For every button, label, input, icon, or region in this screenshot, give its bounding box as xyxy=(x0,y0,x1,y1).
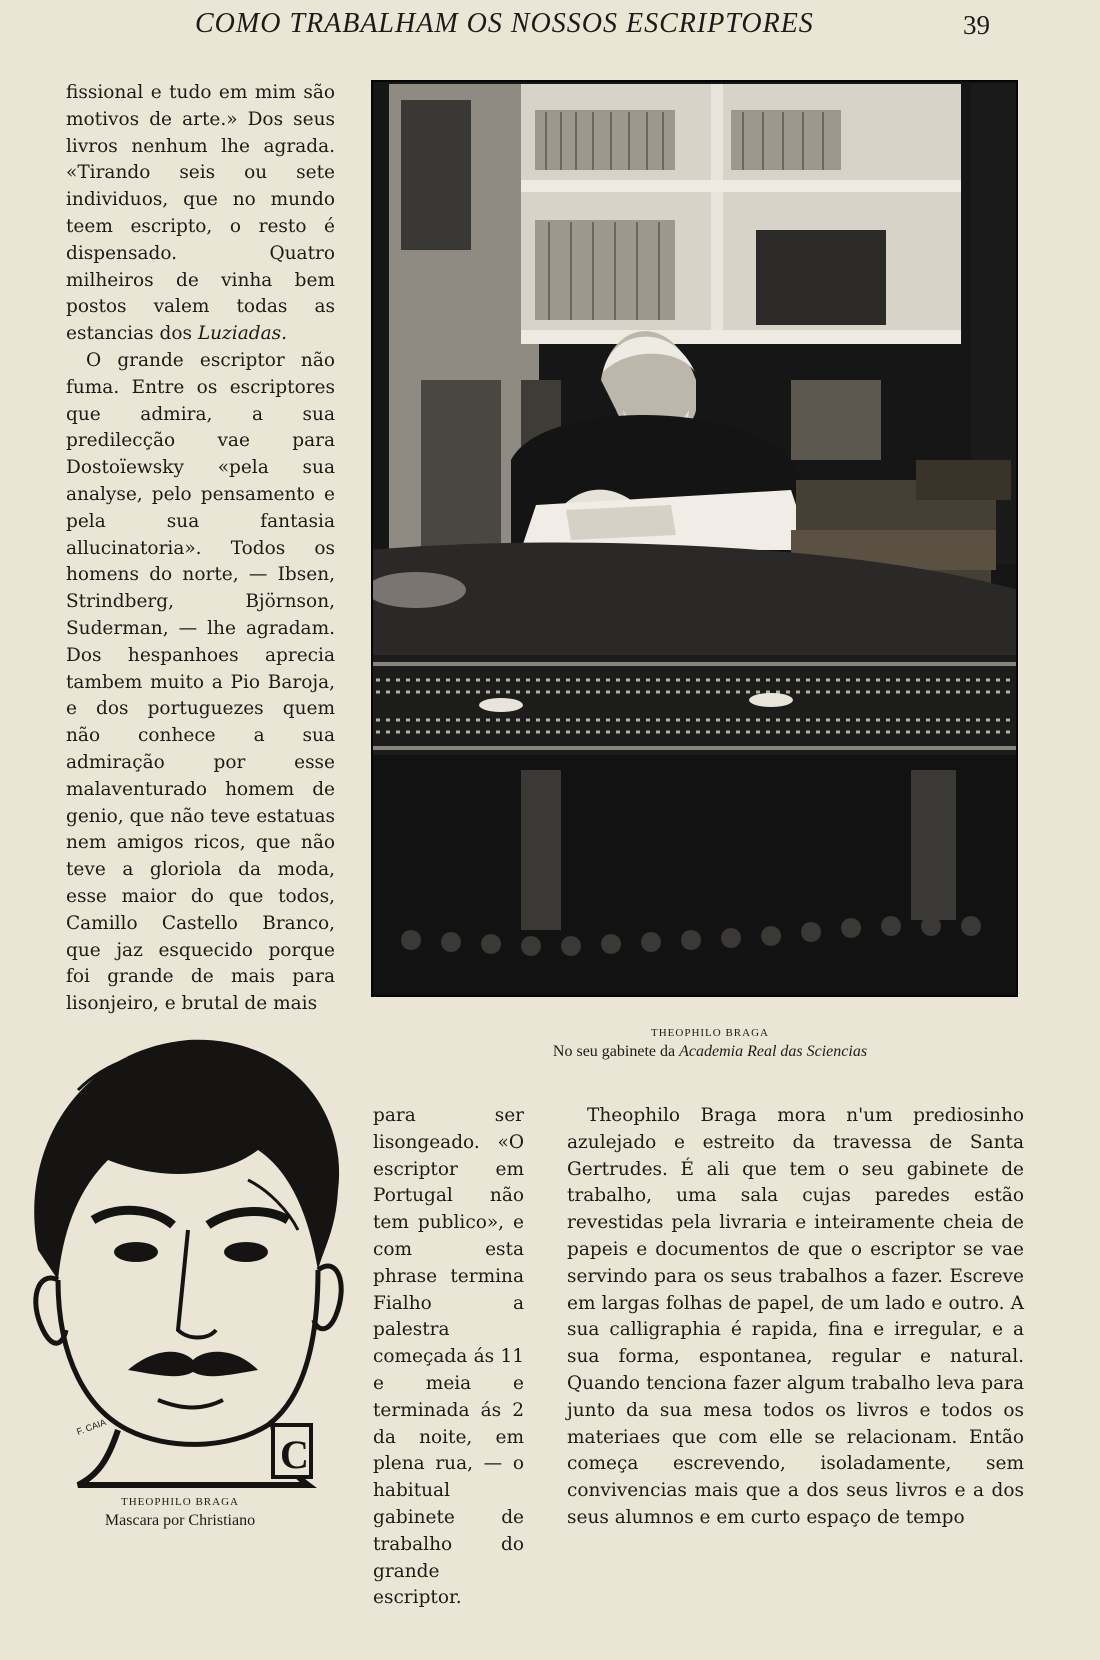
right-column-text: Theophilo Braga mora n'um prediosinho azulejado e estreito da travessa de Santa Gertrudes. É ali que tem o seu gabinete de trabalho, uma sala cujas paredes estão revestidas pela livraria e inteiramente cheia de papeis e documentos de que o escriptor se vae servindo para os seus trabalhos a fazer. Escreve em largas folhas de papel, de um lado e outro. A sua calligraphia é rapida, fina e irregular, e a sua forma, espontanea, regular e natural. Quando tenciona fazer algum trabalho leva para junto da sua mesa todos os livros e todos os materiaes que com elle se relacionam. Então começa escrevendo, isoladamente, sem convivencias mais que a dos seus livros e a dos seus alumnos e em curto espaço de tempo xyxy=(567,1105,1024,1528)
page-number: 39 xyxy=(963,10,990,40)
photograph-art xyxy=(371,80,1018,997)
photo-caption-institution: Academia Real das Sciencias xyxy=(679,1043,868,1060)
photo-caption-name: THEOPHILO BRAGA xyxy=(651,1027,769,1039)
left-para-2: O grande escriptor não fuma. Entre os escriptores que admira, a sua predilecção vae para Dostoïewsky «pela sua analyse, pelo pensamento e pela sua fantasia allucinatoria». Todos os homens do norte, — Ibsen, Strindberg, Björnson, Suderman, — lhe agradam. Dos hespanhoes aprecia tambem muito a Pio Baroja, e dos portuguezes quem não conhece a sua admiração por esse malaventurado homem de genio, que não teve estatuas nem amigos ricos, que não teve a gloriola da moda, esse maior do que todos, Camillo Castello Branco, que jaz esquecido porque foi grande de mais para lisonjeiro, e brutal de mais xyxy=(66,349,335,1015)
left-para-1 xyxy=(66,82,335,344)
portrait-caption xyxy=(60,1496,300,1530)
running-header xyxy=(0,8,1100,42)
portrait-mask-illustration xyxy=(18,1030,358,1490)
portrait-signature: F. CAIA xyxy=(75,1417,108,1437)
portrait-caption-name: THEOPHILO BRAGA xyxy=(121,1496,239,1508)
photo-caption-description xyxy=(480,1043,940,1061)
left-column-text xyxy=(66,80,335,1018)
middle-column-text: para ser lisongeado. «O escriptor em Portugal não tem publico», e com esta phrase termina Fialho a palestra começada ás 11 e meia e terminada ás 2 da noite, em plena rua, — o habitual gabinete de trabalho do grande escriptor. xyxy=(373,1105,524,1609)
left-para-1-text: fissional e tudo em mim são motivos de arte.» Dos seus livros nenhum lhe agrada. «Tirando seis ou sete individuos, que no mundo teem escripto, o resto é dispensado. Quatro milheiros de vinha bem postos valem todas as estancias dos xyxy=(66,82,335,345)
luziadas-title: Luziadas. xyxy=(197,323,287,345)
running-title: COMO TRABALHAM OS NOSSOS ESCRIPTORES xyxy=(195,8,814,39)
portrait-art xyxy=(18,1030,358,1490)
portrait-monogram: C xyxy=(280,1432,309,1477)
photo-caption xyxy=(480,1027,940,1061)
portrait-caption-description: Mascara por Christiano xyxy=(104,1512,256,1529)
photograph-theophilo-braga xyxy=(371,80,1018,997)
photo-caption-prefix: No seu gabinete da xyxy=(552,1043,680,1060)
